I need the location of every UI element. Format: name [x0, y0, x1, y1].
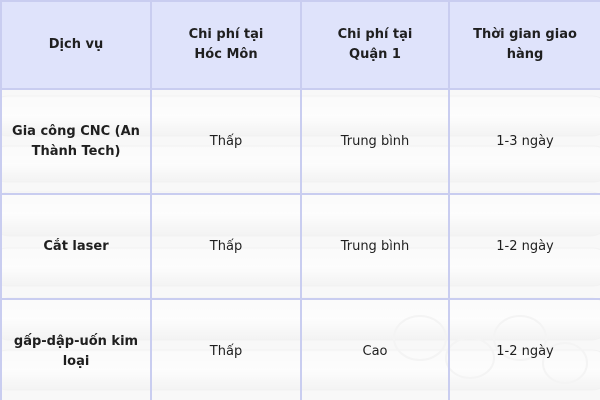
- header-cost-hoc-mon: Chi phí tại Hóc Môn: [151, 1, 301, 89]
- cell-cost-hoc-mon: Thấp: [151, 299, 301, 400]
- table-row: [1, 194, 600, 299]
- table-row: [1, 89, 600, 194]
- header-service: Dịch vụ: [1, 1, 151, 89]
- cell-service: Cắt laser: [1, 194, 151, 299]
- cell-cost-hoc-mon: Thấp: [151, 89, 301, 194]
- cell-delivery-time: 1-2 ngày: [449, 194, 600, 299]
- cell-delivery-time: 1-2 ngày: [449, 299, 600, 400]
- cell-cost-quan-1: Cao: [301, 299, 449, 400]
- table-header-row: [1, 1, 600, 89]
- header-delivery-time: Thời gian giao hàng: [449, 1, 600, 89]
- table-row: [1, 299, 600, 400]
- header-cost-quan-1: Chi phí tại Quận 1: [301, 1, 449, 89]
- cell-cost-quan-1: Trung bình: [301, 194, 449, 299]
- cell-service: Gia công CNC (An Thành Tech): [1, 89, 151, 194]
- cell-cost-hoc-mon: Thấp: [151, 194, 301, 299]
- cell-delivery-time: 1-3 ngày: [449, 89, 600, 194]
- cell-service: gấp-dập-uốn kim loại: [1, 299, 151, 400]
- cell-cost-quan-1: Trung bình: [301, 89, 449, 194]
